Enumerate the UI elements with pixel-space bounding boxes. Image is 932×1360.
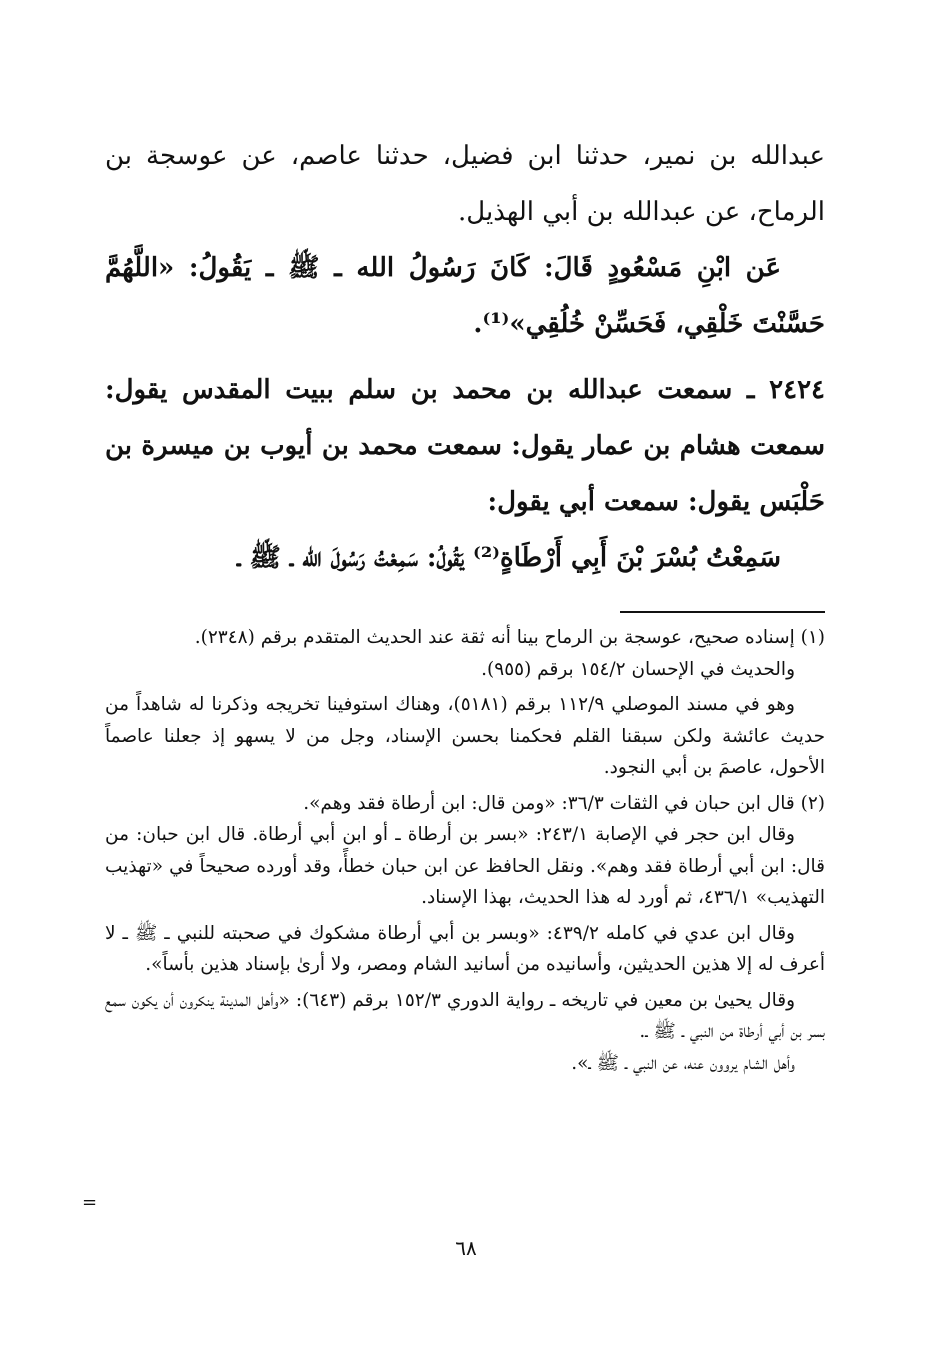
footnote-2-paragraph-1: وقال ابن حجر في الإصابة ٢٤٣/١: «بسر بن أرطاة ـ أو ابن أبي أرطاة. قال ابن حبان: من قال: ابن أبي أرطاة فقد وهم». ونقل الحافظ عن ابن حبان خطأً، وقد أورده صحيحاً في «تهذيب التهذيب» ٤٣٦/١، ثم أورد له هذا الحديث، بهذا الإسناد. — [105, 824, 825, 908]
hadith-ibn-masud: عَن ابْنِ مَسْعُودٍ قَالَ: كَانَ رَسُولُ الله ـ ﷺ ـ يَقُولُ: «اللَّهُمَّ حَسَّنْتَ خَلْقِي، فَحَسِّنْ خُلُقِي»⁽¹⁾. — [105, 253, 825, 339]
footnote-1-paragraph: وهو في مسند الموصلي ١١٢/٩ برقم (٥١٨١)، وهناك استوفينا تخريجه وذكرنا له شاهداً من حديث عائشة ولكن سبقنا القلم فحكمنا بحسن الإسناد، وجل من لا يسهو إذ جعلنا عاصماً الأحول، عاصمَ بن أبي النجود. — [105, 694, 825, 778]
main-text — [105, 128, 825, 586]
footnote-2-paragraph-4: وأهل الشام يروون عنه، عن النبي ـ ﷺ ـ». — [571, 1052, 795, 1074]
hadith-busr: سَمِعْتُ بُسْرَ بْنَ أَبِي أَرْطَاةٍ⁽²⁾ يَقُولُ: سَمِعْتُ رَسُولَ الله ـ ﷺ ـ — [237, 543, 781, 573]
footnote-2-line-1: (٢) قال ابن حبان في الثقات ٣٦/٣: «ومن قال: ابن أرطاة فقد وهم». — [303, 792, 825, 814]
narration-number: ٢٤٢٤ — [769, 375, 825, 405]
narration-2424 — [105, 362, 825, 530]
footnote-separator — [620, 611, 825, 613]
narration-chain: ـ سمعت عبدالله بن محمد بن سلم ببيت المقدس يقول: سمعت هشام بن عمار يقول: سمعت محمد بن أيوب بن ميسرة بن حَلْبَس يقول: سمعت أبي يقول: — [105, 375, 825, 517]
footnotes — [105, 622, 825, 1079]
page-number: ٦٨ — [455, 1236, 477, 1260]
continuation-mark: = — [82, 1192, 98, 1213]
chain-intro: عبدالله بن نمير، حدثنا ابن فضيل، حدثنا عاصم، عن عوسجة بن الرماح، عن عبدالله بن أبي الهذيل. — [105, 141, 825, 227]
footnote-1-line-2: والحديث في الإحسان ١٥٤/٢ برقم (٩٥٥). — [481, 658, 795, 680]
footnote-2-paragraph-3: وقال يحيىٰ بن معين في تاريخه ـ رواية الدوري ١٥٢/٣ برقم (٦٤٣): «وأهل المدينة ينكرون أن يكون سمع بسر بن أبي أرطاة من النبي ـ ﷺ ـ. — [105, 989, 825, 1042]
footnote-1-line-1: (١) إسناده صحيح، عوسجة بن الرماح بينا أنه ثقة عند الحديث المتقدم برقم (٢٣٤٨). — [194, 627, 825, 648]
footnote-2-paragraph-2: وقال ابن عدي في كامله ٤٣٩/٢: «وبسر بن أبي أرطاة مشكوك في صحبته للنبي ـ ﷺ ـ لا أعرف له إلا هذين الحديثين، وأسانيده من أسانيد الشام ومصر، ولا أرىٰ بإسناد هذين بأساً». — [105, 922, 825, 975]
